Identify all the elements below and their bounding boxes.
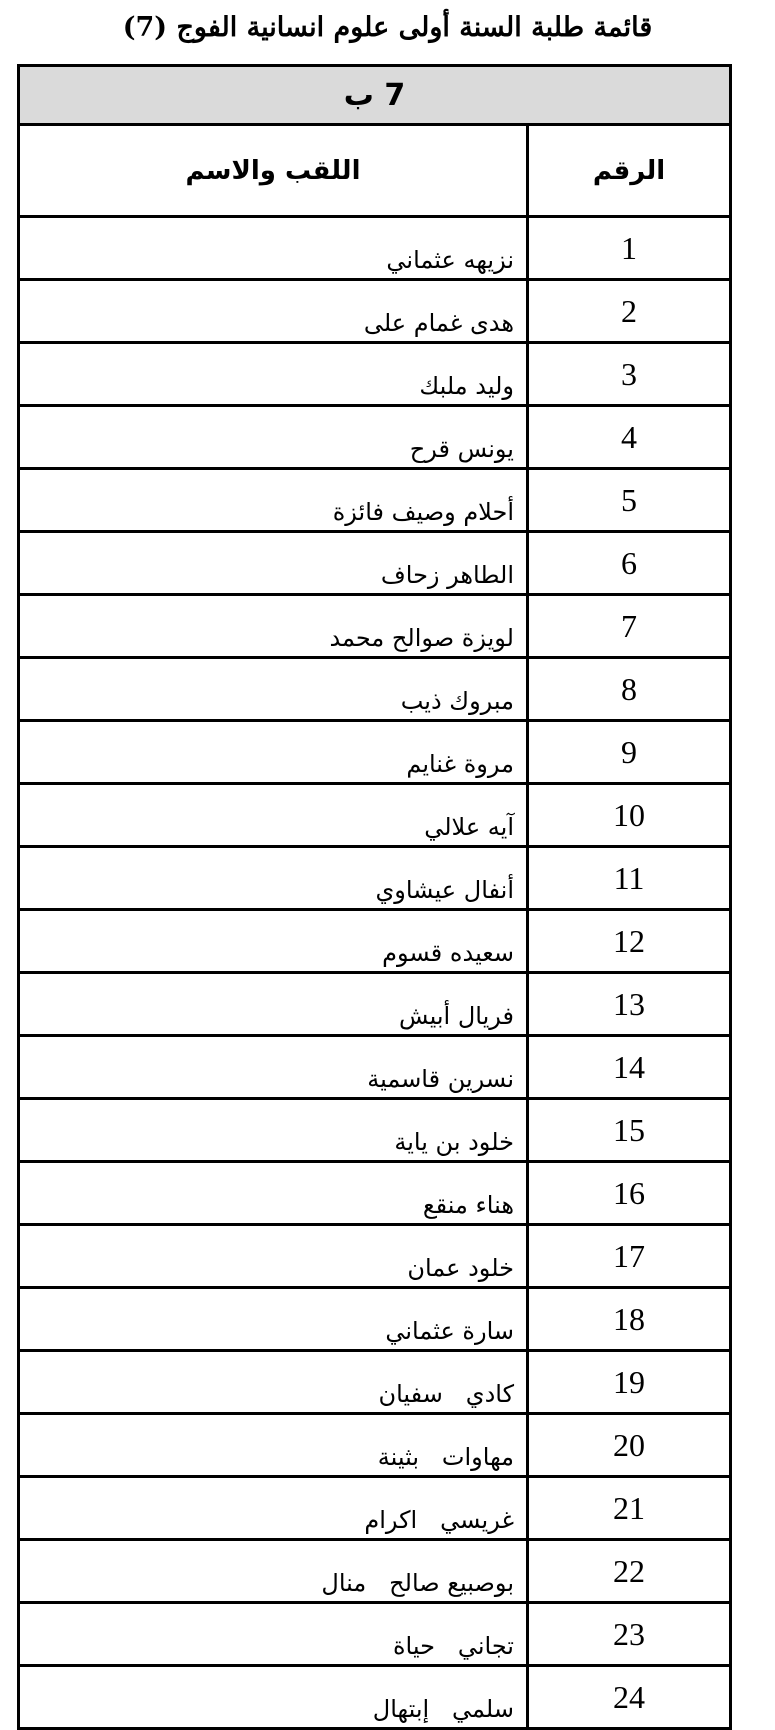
student-number: 13 — [528, 973, 731, 1036]
student-name: تجاني حياة — [19, 1603, 528, 1666]
table-row — [19, 1351, 731, 1414]
table-row — [19, 1540, 731, 1603]
student-number: 5 — [528, 469, 731, 532]
student-number: 18 — [528, 1288, 731, 1351]
table-row — [19, 469, 731, 532]
student-number: 11 — [528, 847, 731, 910]
student-number: 14 — [528, 1036, 731, 1099]
student-name: هدى غمام على — [19, 280, 528, 343]
student-name: الطاهر زحاف — [19, 532, 528, 595]
student-number: 16 — [528, 1162, 731, 1225]
student-name: خلود عمان — [19, 1225, 528, 1288]
table-row — [19, 280, 731, 343]
student-name: سارة عثماني — [19, 1288, 528, 1351]
student-number: 20 — [528, 1414, 731, 1477]
group-row — [19, 66, 731, 125]
student-roster-table — [17, 64, 732, 1730]
table-row — [19, 721, 731, 784]
student-name: نسرين قاسمية — [19, 1036, 528, 1099]
student-number: 23 — [528, 1603, 731, 1666]
student-name: خلود بن ياية — [19, 1099, 528, 1162]
table-row — [19, 1225, 731, 1288]
table-row — [19, 910, 731, 973]
student-name: مبروك ذيب — [19, 658, 528, 721]
table-row — [19, 1666, 731, 1729]
student-name: يونس قرح — [19, 406, 528, 469]
student-name: آيه علالي — [19, 784, 528, 847]
table-row — [19, 1288, 731, 1351]
table-row — [19, 658, 731, 721]
name-column-header: اللقب والاسم — [19, 125, 528, 217]
student-number: 4 — [528, 406, 731, 469]
student-number: 24 — [528, 1666, 731, 1729]
page-title: قائمة طلبة السنة أولى علوم انسانية الفوج (7) — [122, 12, 653, 43]
table-row — [19, 1099, 731, 1162]
student-number: 2 — [528, 280, 731, 343]
student-number: 6 — [528, 532, 731, 595]
table-row — [19, 406, 731, 469]
group-label-text: 7 ب — [343, 77, 406, 113]
student-name: مهاوات بثينة — [19, 1414, 528, 1477]
student-number: 9 — [528, 721, 731, 784]
student-name: غريسي اكرام — [19, 1477, 528, 1540]
table-row — [19, 595, 731, 658]
student-number: 17 — [528, 1225, 731, 1288]
number-column-header: الرقم — [528, 125, 731, 217]
table-row — [19, 343, 731, 406]
student-name: مروة غنايم — [19, 721, 528, 784]
table-row — [19, 1162, 731, 1225]
table-row — [19, 784, 731, 847]
table-row — [19, 532, 731, 595]
student-name: سعيده قسوم — [19, 910, 528, 973]
student-number: 21 — [528, 1477, 731, 1540]
student-number: 12 — [528, 910, 731, 973]
student-name: هناء منقع — [19, 1162, 528, 1225]
student-number: 19 — [528, 1351, 731, 1414]
table-row — [19, 1477, 731, 1540]
table-row — [19, 847, 731, 910]
student-name: لويزة صوالح محمد — [19, 595, 528, 658]
student-number: 15 — [528, 1099, 731, 1162]
student-name: كادي سفيان — [19, 1351, 528, 1414]
table-row — [19, 1036, 731, 1099]
student-name: وليد ملبك — [19, 343, 528, 406]
student-number: 3 — [528, 343, 731, 406]
student-name: فريال أبيش — [19, 973, 528, 1036]
student-name: أنفال عيشاوي — [19, 847, 528, 910]
table-row — [19, 1414, 731, 1477]
student-number: 7 — [528, 595, 731, 658]
student-number: 22 — [528, 1540, 731, 1603]
student-name: سلمي إبتهال — [19, 1666, 528, 1729]
student-number: 8 — [528, 658, 731, 721]
table-header-row — [19, 125, 731, 217]
table-row — [19, 217, 731, 280]
group-label — [19, 66, 731, 125]
student-number: 10 — [528, 784, 731, 847]
table-row — [19, 1603, 731, 1666]
student-name: نزيهه عثماني — [19, 217, 528, 280]
student-name: أحلام وصيف فائزة — [19, 469, 528, 532]
student-number: 1 — [528, 217, 731, 280]
table-row — [19, 973, 731, 1036]
student-name: بوصبيع صالح منال — [19, 1540, 528, 1603]
